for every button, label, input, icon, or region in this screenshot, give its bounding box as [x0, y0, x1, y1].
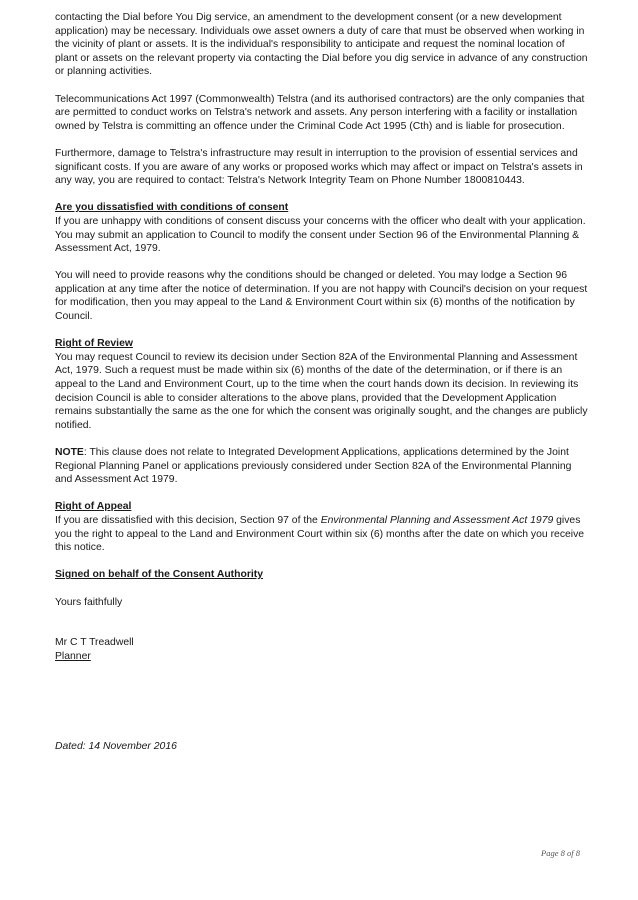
heading-right-of-review: Right of Review [55, 338, 133, 350]
signatory-name: Mr C T Treadwell [55, 637, 134, 649]
page-number: Page 8 of 8 [541, 848, 580, 858]
paragraph-dissatisfied-2: You will need to provide reasons why the conditions should be changed or deleted. You may lodge a Section 96 application at any time after the notice of determination. If you are not happy with Council's decision on your request for modification, then you may appeal to the Land & Environment Court within six (6) months of the notification by Council. [55, 270, 588, 323]
signatory-title: Planner [55, 650, 91, 662]
appeal-text-before: If you are dissatisfied with this decision, Section 97 of the [55, 514, 321, 526]
heading-dissatisfied: Are you dissatisfied with conditions of consent [55, 202, 289, 214]
note-text: : This clause does not relate to Integrated Development Applications, applications determined by the Joint Regional Planning Panel or applications previously considered under Section 82A of the Environmental Planning and Assessment Act 1979. [55, 447, 572, 486]
appeal-act-name: Environmental Planning and Assessment Act 1979 [320, 514, 554, 526]
document-body [55, 11, 590, 663]
paragraph-dissatisfied-1: If you are unhappy with conditions of consent discuss your concerns with the officer who dealt with your application. You may submit an application to Council to modify the consent under Section 96 of the Environmental Planning & Assessment Act, 1979. [55, 215, 586, 255]
heading-right-of-appeal: Right of Appeal [55, 501, 132, 513]
dated-line: Dated: 14 November 2016 [55, 741, 177, 752]
appeal-text-after: gives you the right to appeal to the Land and Environment Court within six (6) months after the date on which you receive this notice. [55, 514, 585, 554]
heading-signed-on-behalf: Signed on behalf of the Consent Authority [55, 569, 263, 581]
paragraph-damage-telstra: Furthermore, damage to Telstra's infrastructure may result in interruption to the provision of essential services and significant costs. If you are aware of any works or proposed works which may affect or impact on Telstra's assets in any way, you are required to contact: Telstra's Network Integrity Team on Phone Number 1800810443. [55, 147, 583, 187]
paragraph-right-of-appeal [55, 514, 590, 555]
paragraph-telecom-act: Telecommunications Act 1997 (Commonwealth) Telstra (and its authorised contractors) are the only companies that are permitted to conduct works on Telstra's network and assets. Any person interfering with a facility or installation owned by Telstra is committing an offence under the Criminal Code Act 1995 (Cth) and is liable for prosecution. [55, 93, 585, 132]
closing-salutation: Yours faithfully [55, 596, 123, 608]
paragraph-dial-before-dig: contacting the Dial before You Dig service, an amendment to the development consent (or a new development application) may be necessary. Individuals owe asset owners a duty of care that must be observed when working in the vicinity of plant or assets. It is the individual's responsibility to anticipate and request the nominal location of plant or assets on the relevant property via contacting the Dial before you dig service in advance of any construction or planning activities. [55, 12, 588, 78]
note-label: NOTE [55, 447, 84, 458]
paragraph-right-of-review: You may request Council to review its decision under Section 82A of the Environmental Planning and Assessment Act, 1979. Such a request must be made within six (6) months of the date of the determination, or if there is an appeal to the Land and Environment Court, up to the time when the court hands down its decision. In reviewing its decision Council is able to consider alterations to the above plans, provided that the Development Application remains substantially the same as the one for which the consent was originally sought, and the changes are publicly notified. [55, 351, 588, 431]
paragraph-note [55, 446, 590, 487]
